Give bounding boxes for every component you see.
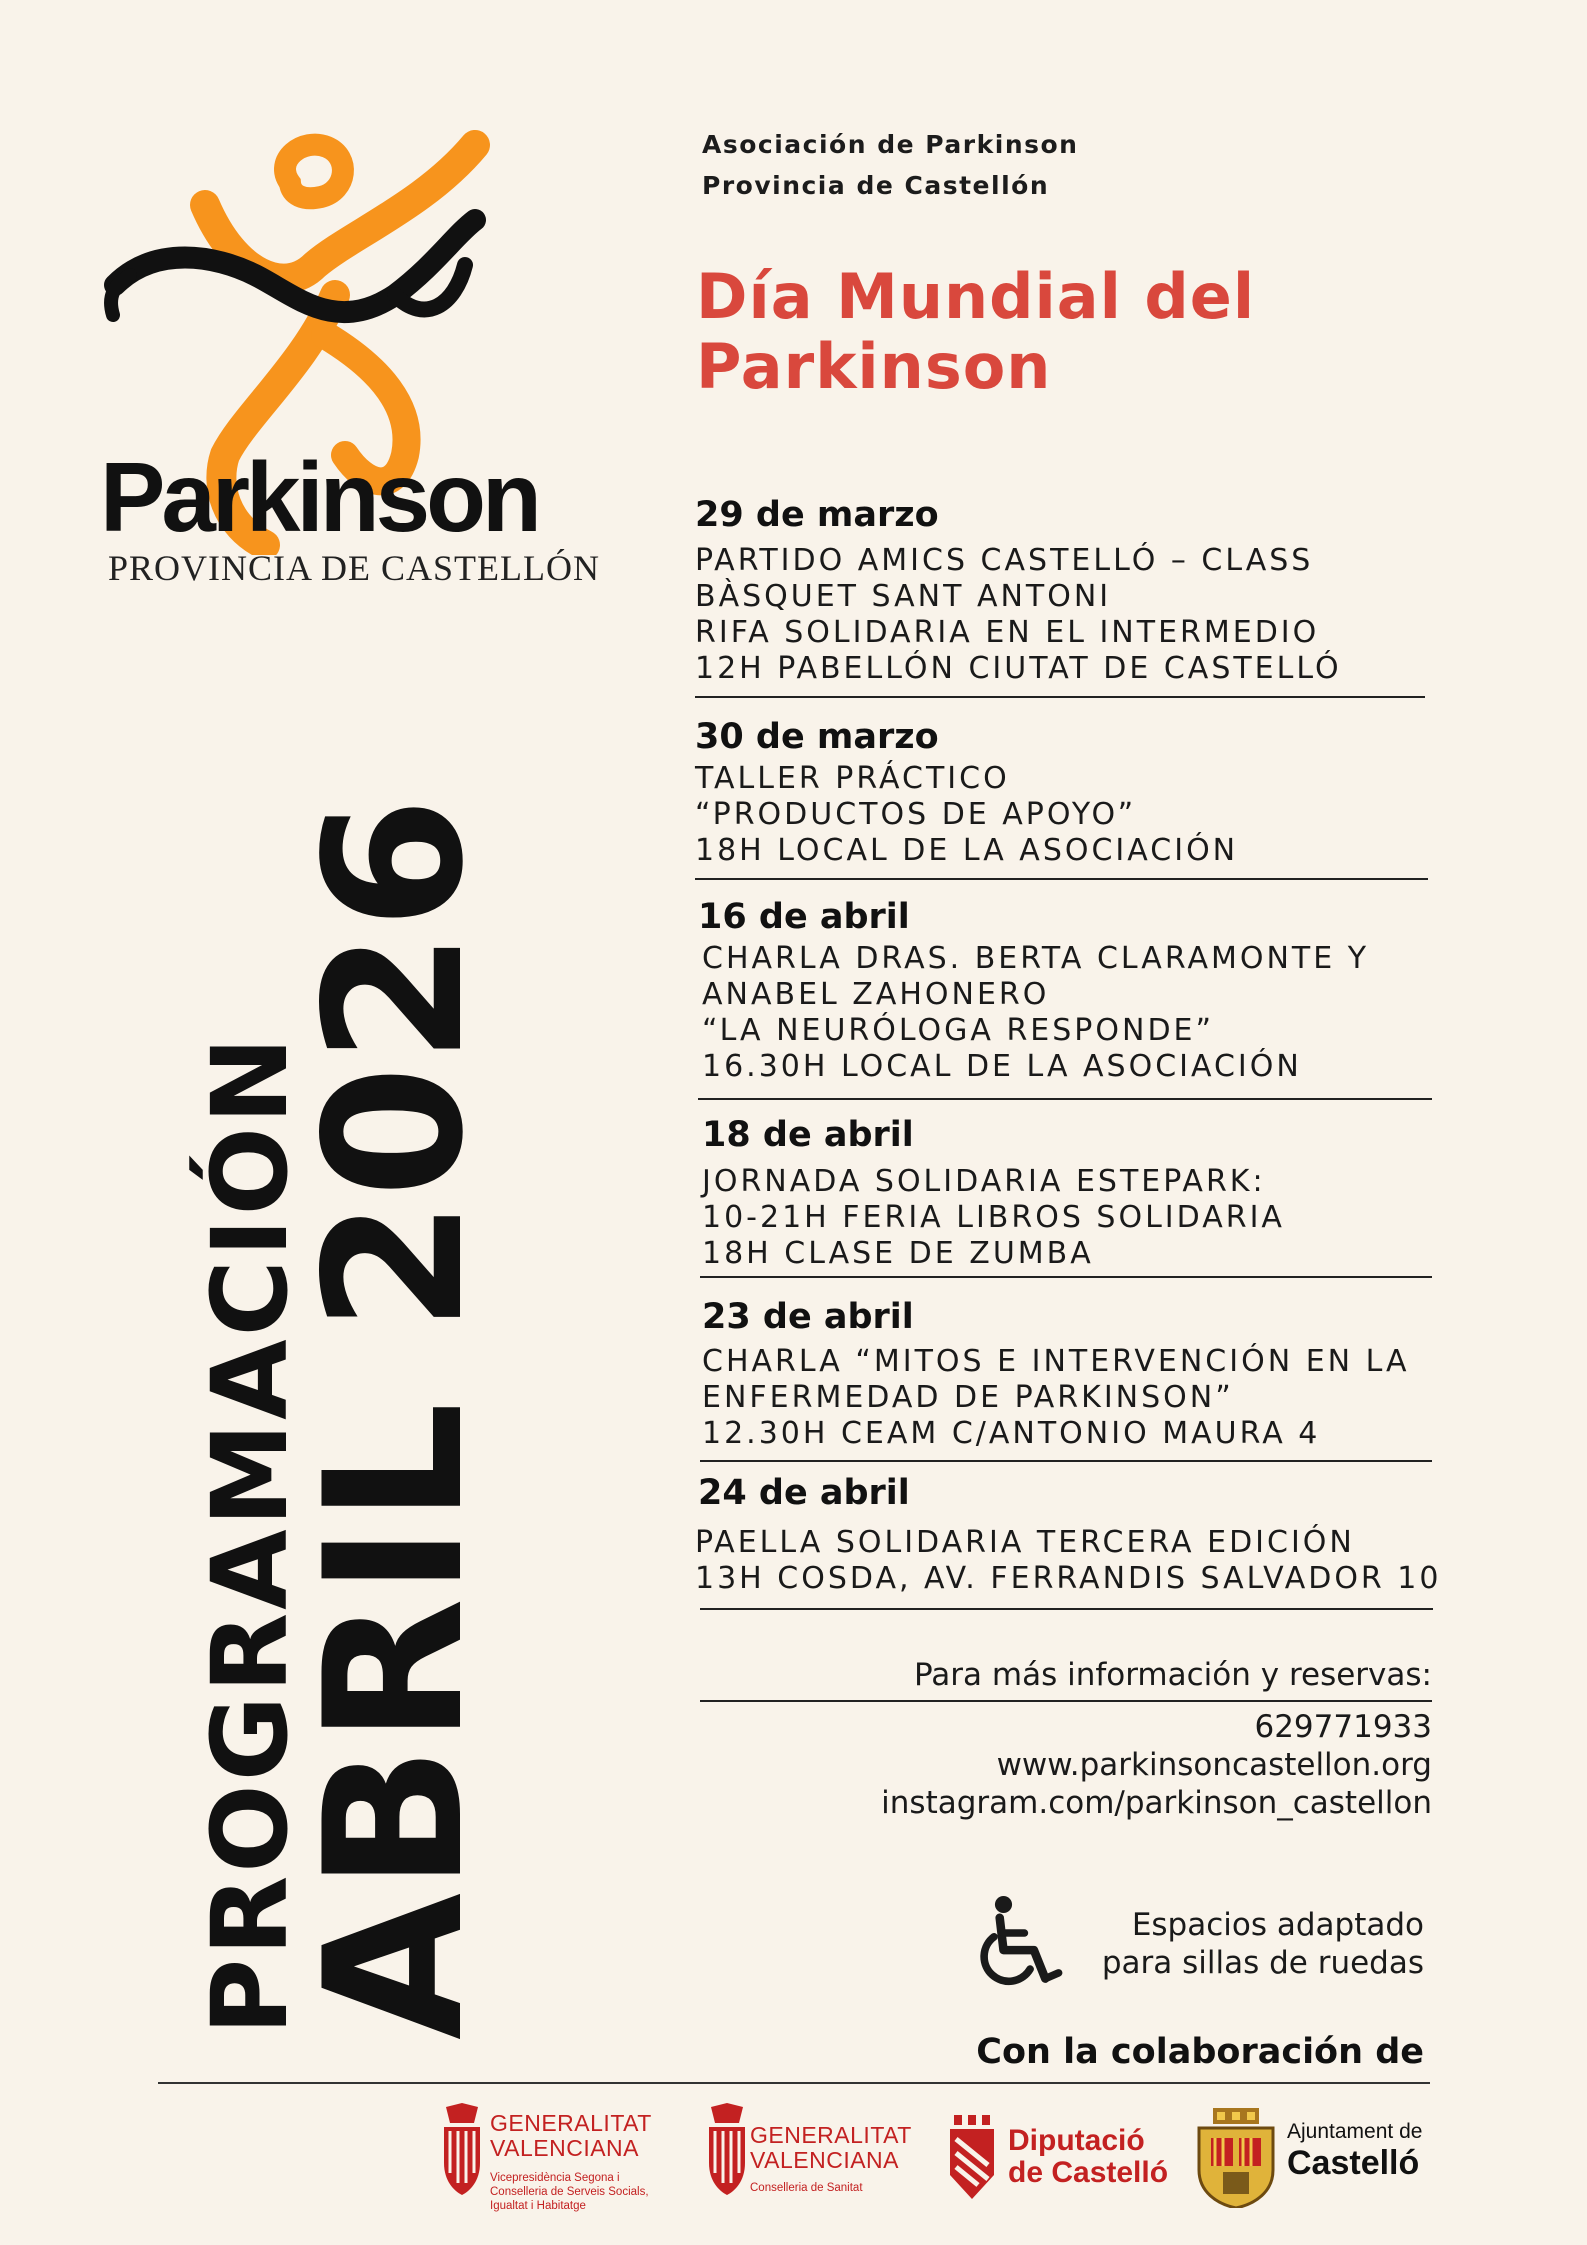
event-date: 24 de abril [698, 1473, 910, 1513]
event-details [695, 1525, 1441, 1597]
wheelchair-icon [975, 1895, 1070, 1990]
page-title-line-2: Parkinson [696, 330, 1052, 403]
sponsor-sub-line: Vicepresidència Segona i [490, 2172, 620, 2184]
event-divider [698, 1098, 1432, 1100]
event-details [702, 1344, 1410, 1452]
contact-website-link[interactable]: www.parkinsoncastellon.org [996, 1747, 1432, 1783]
sponsor-name-line-1: Diputació [1008, 2124, 1145, 2157]
event-line: 18H LOCAL DE LA ASOCIACIÓN [695, 833, 1239, 868]
logo-subtitle: PROVINCIA DE CASTELLÓN [108, 548, 601, 588]
sponsor-name-line-1: GENERALITAT [750, 2122, 912, 2148]
event-divider [695, 696, 1425, 698]
event-line: 10-21H FERIA LIBROS SOLIDARIA [702, 1200, 1285, 1235]
event-line: 16.30H LOCAL DE LA ASOCIACIÓN [702, 1049, 1302, 1084]
event-line: 12H PABELLÓN CIUTAT DE CASTELLÓ [695, 651, 1342, 686]
sponsor-diputacio [948, 2115, 1178, 2215]
sponsor-sub-line: Conselleria de Sanitat [750, 2182, 863, 2194]
logo-wordmark: Parkinson [100, 442, 538, 552]
sponsor-generalitat-sanitat [705, 2103, 925, 2213]
event-details [702, 1164, 1285, 1272]
generalitat-shield-icon [705, 2103, 749, 2195]
event-line: PARTIDO AMICS CASTELLÓ – CLASS [695, 543, 1314, 578]
event-details [695, 543, 1342, 687]
sponsor-sub-line: Conselleria de Serveis Socials, [490, 2186, 649, 2198]
contact-heading: Para más información y reservas: [914, 1657, 1432, 1693]
vertical-title-programacion: PROGRAMACIÓN [189, 1033, 311, 2035]
event-line: 13H COSDA, AV. FERRANDIS SALVADOR 10 [695, 1561, 1442, 1596]
event-line: RIFA SOLIDARIA EN EL INTERMEDIO [695, 615, 1320, 650]
event-line: PAELLA SOLIDARIA TERCERA EDICIÓN [695, 1525, 1355, 1560]
collaboration-heading: Con la colaboración de [976, 2032, 1424, 2072]
event-line: 18H CLASE DE ZUMBA [702, 1236, 1094, 1271]
event-line: CHARLA “MITOS E INTERVENCIÓN EN LA [702, 1344, 1410, 1379]
vertical-title-abril: ABRIL 2026 [284, 795, 505, 2040]
organization-line-2: Provincia de Castellón [702, 171, 1050, 200]
sponsor-ajuntament [1195, 2108, 1435, 2218]
sponsor-generalitat-social [440, 2103, 660, 2228]
event-divider [695, 878, 1428, 880]
event-details [702, 941, 1369, 1085]
event-line: “LA NEURÓLOGA RESPONDE” [702, 1013, 1215, 1048]
page-title [696, 262, 1396, 402]
event-date: 18 de abril [702, 1115, 914, 1155]
event-divider [700, 1276, 1432, 1278]
page-title-line-1: Día Mundial del [696, 260, 1256, 333]
event-line: “PRODUCTOS DE APOYO” [695, 797, 1137, 832]
event-date: 23 de abril [702, 1297, 914, 1337]
diputacio-emblem-icon [948, 2115, 996, 2199]
event-line: TALLER PRÁCTICO [695, 761, 1010, 796]
castello-coat-of-arms-icon [1195, 2108, 1277, 2208]
event-line: 12.30H CEAM C/ANTONIO MAURA 4 [702, 1416, 1321, 1451]
generalitat-shield-icon [440, 2103, 484, 2195]
event-divider [700, 1608, 1433, 1610]
contact-instagram-link[interactable]: instagram.com/parkinson_castellon [881, 1785, 1432, 1821]
event-line: BÀSQUET SANT ANTONI [695, 579, 1112, 614]
event-line: ENFERMEDAD DE PARKINSON” [702, 1380, 1234, 1415]
accessibility-line-1: Espacios adaptado [1131, 1907, 1424, 1943]
event-date: 16 de abril [698, 897, 910, 937]
event-line: CHARLA DRAS. BERTA CLARAMONTE Y [702, 941, 1370, 976]
contact-divider [700, 1700, 1432, 1702]
contact-phone[interactable]: 629771933 [1254, 1709, 1432, 1745]
sponsor-name-line-2: VALENCIANA [750, 2147, 900, 2173]
event-date: 30 de marzo [695, 717, 939, 757]
sponsor-name-line-2: de Castelló [1008, 2156, 1169, 2189]
event-line: ANABEL ZAHONERO [702, 977, 1050, 1012]
event-divider [700, 1460, 1432, 1462]
footer-divider [158, 2082, 1430, 2084]
sponsor-name-line-2: VALENCIANA [490, 2135, 640, 2161]
organization-line-1: Asociación de Parkinson [702, 130, 1079, 159]
event-date: 29 de marzo [695, 495, 939, 535]
sponsor-name-line-1: GENERALITAT [490, 2110, 652, 2136]
sponsor-sub-line: Igualtat i Habitatge [490, 2200, 586, 2212]
event-details [695, 761, 1238, 869]
accessibility-line-2: para sillas de ruedas [1101, 1945, 1424, 1981]
event-line: JORNADA SOLIDARIA ESTEPARK: [702, 1164, 1266, 1199]
sponsor-name-line-1: Ajuntament de [1287, 2120, 1423, 2143]
sponsor-name-line-2: Castelló [1287, 2144, 1420, 2182]
